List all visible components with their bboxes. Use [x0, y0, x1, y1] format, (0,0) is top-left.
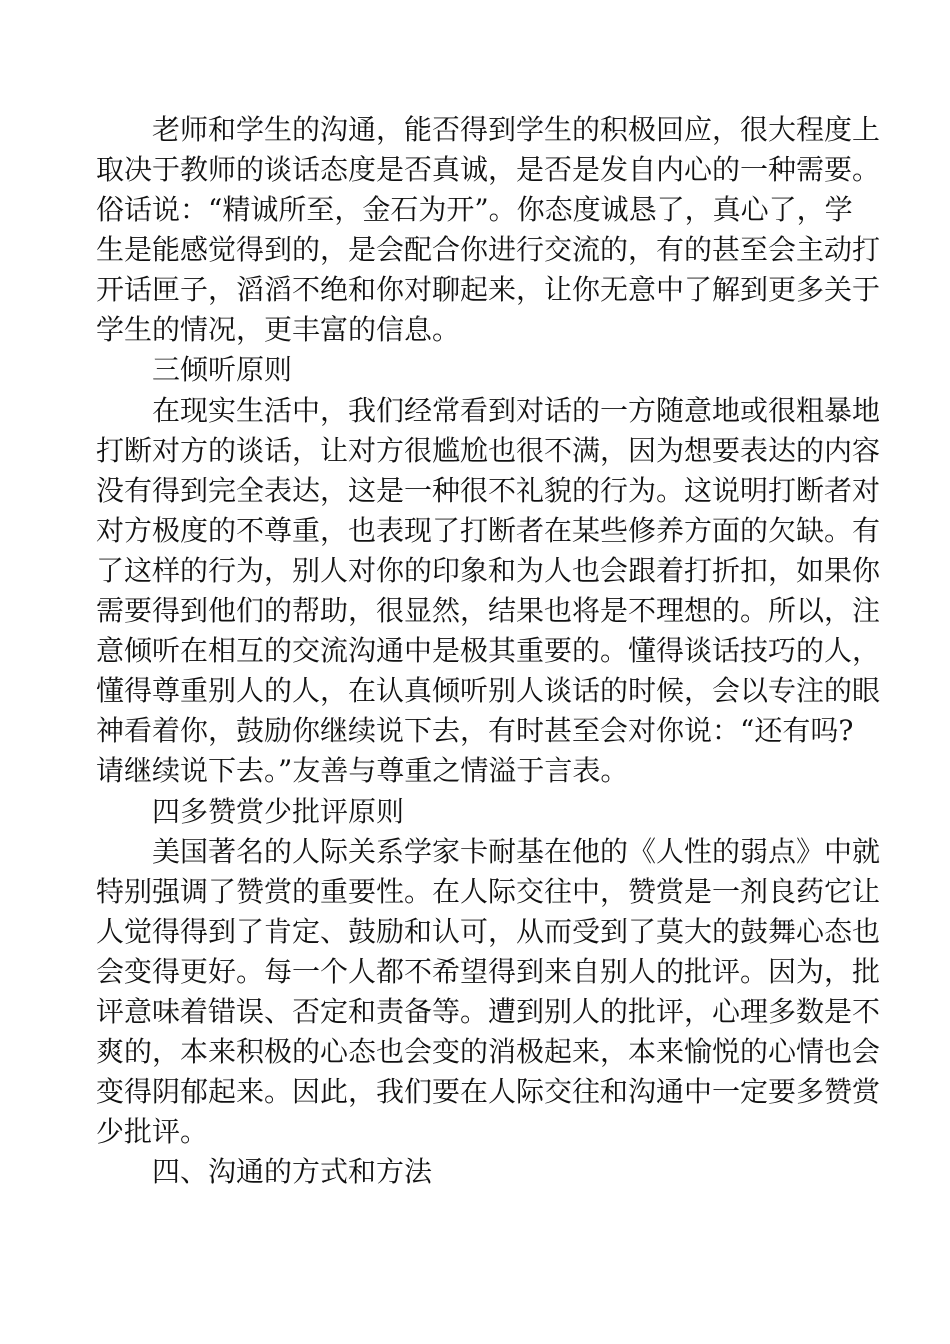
paragraph-2-line-10: 请继续说下去。”友善与尊重之情溢于言表。: [96, 754, 629, 787]
paragraph-3-line-2: 特别强调了赞赏的重要性。在人际交往中，赞赏是一剂良药它让: [96, 875, 881, 908]
paragraph-3-line-3: 人觉得得到了肯定、鼓励和认可，从而受到了莫大的鼓舞心态也: [96, 915, 881, 948]
paragraph-1-line-3: 俗话说：“精诚所至，金石为开”。你态度诚恳了，真心了，学: [96, 193, 853, 226]
paragraph-3-line-8: 少批评。: [96, 1115, 209, 1148]
paragraph-3-line-1: 美国著名的人际关系学家卡耐基在他的《人性的弱点》中就: [152, 835, 881, 868]
paragraph-1-line-1: 老师和学生的沟通，能否得到学生的积极回应，很大程度上: [152, 113, 881, 146]
paragraph-2-line-5: 了这样的行为，别人对你的印象和为人也会跟着打折扣，如果你: [96, 554, 881, 587]
section-heading-praise: 四多赞赏少批评原则: [152, 795, 405, 828]
paragraph-2-line-2: 打断对方的谈话，让对方很尴尬也很不满，因为想要表达的内容: [96, 434, 881, 467]
paragraph-2-line-9: 神看着你，鼓励你继续说下去，有时甚至会对你说：“还有吗?: [96, 714, 854, 747]
paragraph-1-line-4: 生是能感觉得到的，是会配合你进行交流的，有的甚至会主动打: [96, 233, 881, 266]
paragraph-3-line-7: 变得阴郁起来。因此，我们要在人际交往和沟通中一定要多赞赏: [96, 1075, 881, 1108]
paragraph-1-line-6: 学生的情况，更丰富的信息。: [96, 313, 461, 346]
paragraph-1-line-5: 开话匣子，滔滔不绝和你对聊起来，让你无意中了解到更多关于: [96, 273, 881, 306]
paragraph-3-line-5: 评意味着错误、否定和责备等。遭到别人的批评，心理多数是不: [96, 995, 881, 1028]
paragraph-2-line-3: 没有得到完全表达，这是一种很不礼貌的行为。这说明打断者对: [96, 474, 881, 507]
paragraph-2-line-7: 意倾听在相互的交流沟通中是极其重要的。懂得谈话技巧的人，: [96, 634, 881, 667]
paragraph-2-line-4: 对方极度的不尊重，也表现了打断者在某些修养方面的欠缺。有: [96, 514, 881, 547]
paragraph-2-line-1: 在现实生活中，我们经常看到对话的一方随意地或很粗暴地: [152, 394, 881, 427]
paragraph-2-line-8: 懂得尊重别人的人，在认真倾听别人谈话的时候，会以专注的眼: [96, 674, 881, 707]
section-heading-listening: 三倾听原则: [152, 353, 293, 386]
paragraph-3-line-4: 会变得更好。每一个人都不希望得到来自别人的批评。因为，批: [96, 955, 881, 988]
paragraph-2-line-6: 需要得到他们的帮助，很显然，结果也将是不理想的。所以，注: [96, 594, 881, 627]
section-heading-methods: 四、沟通的方式和方法: [152, 1155, 433, 1188]
paragraph-3-line-6: 爽的，本来积极的心态也会变的消极起来，本来愉悦的心情也会: [96, 1035, 881, 1068]
paragraph-1-line-2: 取决于教师的谈话态度是否真诚，是否是发自内心的一种需要。: [96, 153, 881, 186]
